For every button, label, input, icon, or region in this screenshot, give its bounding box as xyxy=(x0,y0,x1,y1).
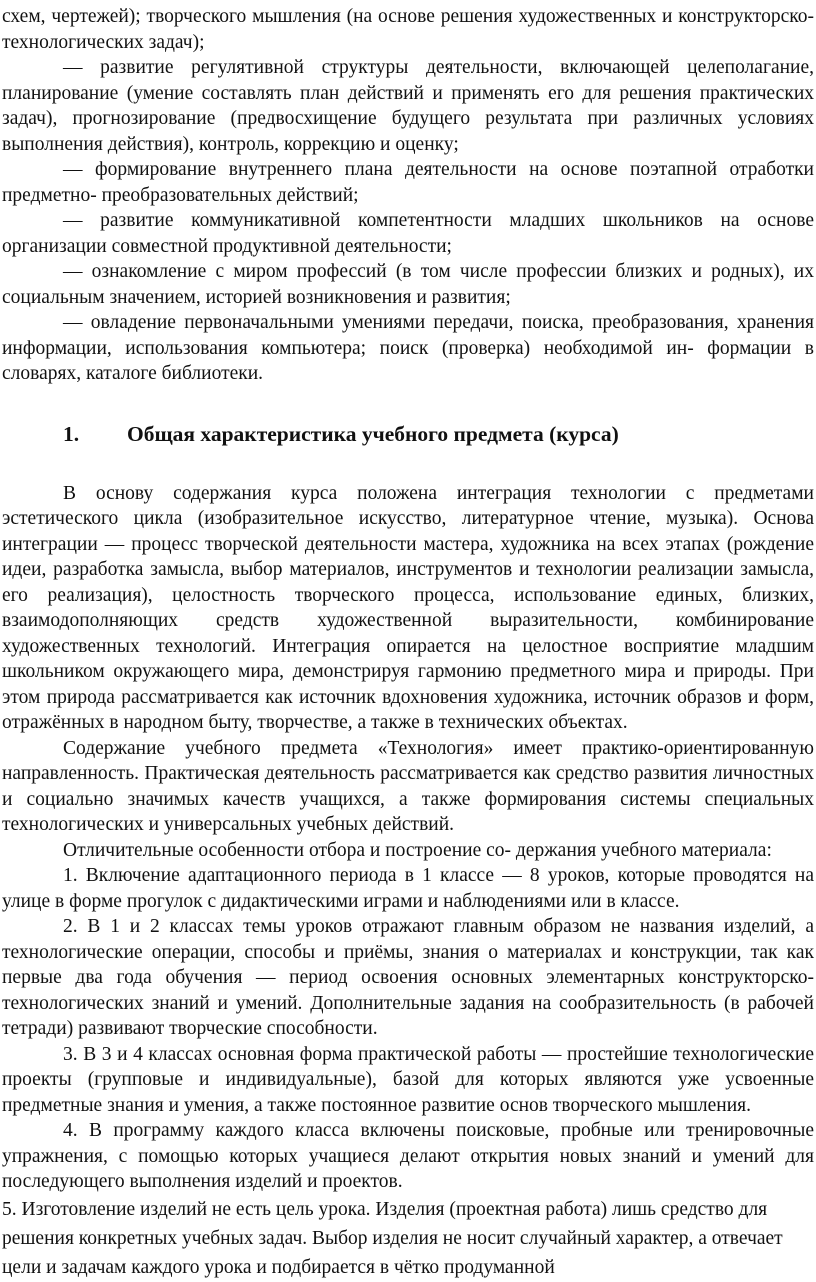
numbered-item: 2. В 1 и 2 классах темы уроков отражают главным образом не названия изделий, а технологические операции, способы и приёмы, знания о материалах и конструкции, так как первые два года обучения — период освоения основных элементарных конструкторско-технологических знаний и умений. Дополнительные задания на сообразительность (в рабочей тетради) развивают творческие способности. xyxy=(2,916,814,1039)
intro-list-item: — формирование внутреннего плана деятельности на основе поэтапной отработки предметно- преобразовательных действий; xyxy=(2,159,814,206)
intro-block xyxy=(2,4,814,387)
numbered-item: 4. В программу каждого класса включены поисковые, пробные или тренировочные упражнения, с помощью которых учащиеся делают открытия новых знаний и умений для последующего выполнения изделий и проектов. xyxy=(2,1120,814,1192)
numbered-item: 1. Включение адаптационного периода в 1 классе — 8 уроков, которые проводятся на улице в форме прогулок с дидактическими играми и наблюдениями или в классе. xyxy=(2,865,814,912)
tail-block xyxy=(2,1195,814,1282)
intro-list-item: — развитие регулятивной структуры деятельности, включающей целеполагание, планирование (умение составлять план действий и применять его для решения практических задач), прогнозирование (предвосхищение будущего результата при различных условиях выполнения действия), контроль, коррекцию и оценку; xyxy=(2,57,814,155)
body-paragraph: Отличительные особенности отбора и построение со- держания учебного материала: xyxy=(63,839,772,861)
intro-list-item: — развитие коммуникативной компетентности младших школьников на основе организации совместной продуктивной деятельности; xyxy=(2,210,814,257)
intro-list-item: — ознакомление с миром профессий (в том числе профессии близких и родных), их социальным значением, историей возникновения и развития; xyxy=(2,261,814,308)
numbered-item: 3. В 3 и 4 классах основная форма практической работы — простейшие технологические проекты (групповые и индивидуальные), базой для которых являются уже усвоенные предметные знания и умения, а также постоянное развитие основ творческого мышления. xyxy=(2,1043,814,1116)
numbered-item: 5. Изготовление изделий не есть цель урока. Изделия (проектная работа) лишь средство для решения конкретных учебных задач. Выбор изделия не носит случайный характер, а отвечает цели и задачам каждого урока и подбирается в чётко продуманной xyxy=(2,1198,783,1278)
body-paragraph: В основу содержания курса положена интеграция технологии с предметами эстетического цикла (изобразительное искусство, литературное чтение, музыка). Основа интеграции — процесс творческой деятельности мастера, художника на всех этапах (рождение идеи, разработка замысла, выбор материалов, инструментов и технологии реализации замысла, его реализация), целостность творческого процесса, использование единых, близких, взаимодополняющих средств художественной выразительности, комбинирование художественных технологий. Интеграция опирается на целостное восприятие младшим школьником окружающего мира, демонстрируя гармонию предметного мира и природы. При этом природа рассматривается как источник вдохновения художника, источник образов и форм, отражённых в народном быту, творчестве, а также в технических объектах. xyxy=(2,482,814,733)
intro-list-item: — овладение первоначальными умениями передачи, поиска, преобразования, хранения информации, использования компьютера; поиск (проверка) необходимой ин- формации в словарях, каталоге библиотеки. xyxy=(2,312,814,384)
section-heading xyxy=(2,420,814,448)
body-block xyxy=(2,481,814,1195)
section-title: Общая характеристика учебного предмета (курса) xyxy=(127,421,619,446)
section-number: 1. xyxy=(63,421,80,446)
intro-paragraph: схем, чертежей); творческого мышления (на основе решения художественных и конструкторско-технологических задач); xyxy=(2,6,814,53)
body-paragraph: Содержание учебного предмета «Технология» имеет практико-ориентированную направленность. Практическая деятельность рассматривается как средство развития личностных и социально значимых качеств учащихся, а также формирования системы специальных технологических и универсальных учебных действий. xyxy=(2,737,814,835)
